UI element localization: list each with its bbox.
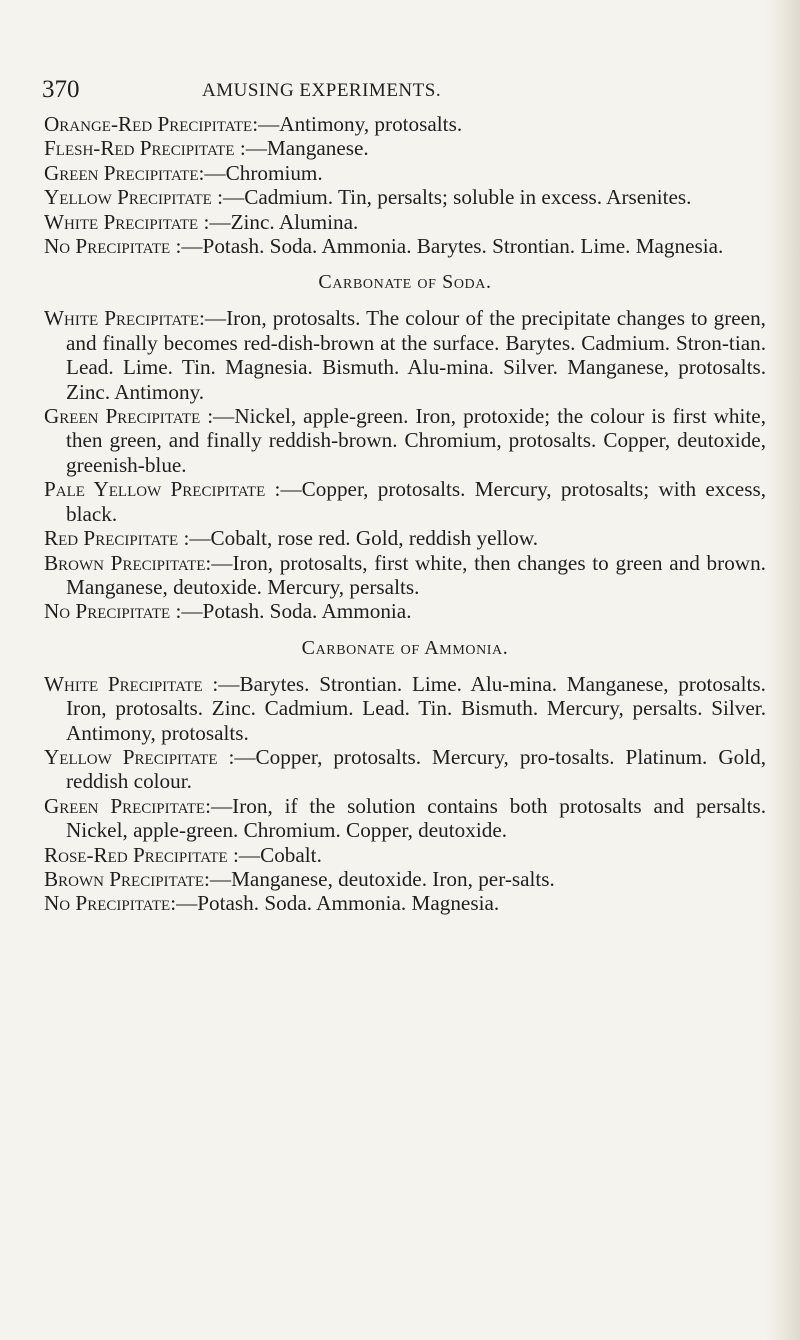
precipitate-label: Red Precipitate [44, 526, 179, 551]
precipitate-label: Brown Precipitate [44, 866, 205, 891]
precipitate-description: :—Iron, protosalts, first white, then changes to green and brown. Manganese, deutoxide. Mercury, persalts. [66, 550, 766, 599]
precipitate-label: No Precipitate [44, 599, 171, 624]
section-heading: Carbonate of Soda. [318, 271, 492, 294]
precipitate-label: Flesh-Red Precipitate [44, 136, 235, 161]
precipitate-description: :—Cobalt, rose red. Gold, reddish yellow. [178, 526, 539, 551]
precipitate-description: :—Antimony, protosalts. [252, 112, 463, 136]
precipitate-entry [44, 112, 766, 136]
precipitate-label: Pale Yellow Precipitate [44, 477, 266, 502]
precipitate-description: :—Cobalt. [227, 842, 322, 867]
precipitate-entry [44, 745, 766, 794]
page-header [42, 76, 742, 110]
precipitate-description: :—Chromium. [198, 160, 323, 185]
precipitate-entry [44, 185, 766, 209]
precipitate-label: Green Precipitate [44, 160, 199, 185]
precipitate-label: Yellow Precipitate [44, 744, 218, 769]
precipitate-entry [44, 867, 766, 891]
precipitate-label: Rose-Red Precipitate [44, 842, 228, 867]
precipitate-entry [44, 210, 766, 234]
precipitate-label: No Precipitate [44, 891, 171, 916]
precipitate-description: :—Iron, if the solution contains both protosalts and persalts. Nickel, apple-green. Chromium. Copper, deutoxide. [66, 793, 766, 843]
page-edge-shadow [766, 0, 800, 1340]
precipitate-entry [44, 794, 766, 843]
precipitate-entry [44, 891, 766, 915]
precipitate-description: :—Cadmium. Tin, persalts; soluble in excess. Arsenites. [211, 185, 692, 210]
running-head: AMUSING EXPERIMENTS. [202, 80, 442, 101]
precipitate-label: White Precipitate [44, 209, 199, 234]
precipitate-label: Yellow Precipitate [44, 185, 212, 210]
precipitate-entry [44, 551, 766, 600]
precipitate-label: White Precipitate [44, 306, 199, 331]
page-body [44, 112, 766, 916]
precipitate-label: Brown Precipitate [44, 550, 206, 575]
section-heading: Carbonate of Ammonia. [301, 636, 509, 659]
precipitate-description: :—Manganese, deutoxide. Iron, per-salts. [204, 866, 555, 891]
precipitate-description: :—Barytes. Strontian. Lime. Alu-mina. Manganese, protosalts. Iron, protosalts. Zinc. Cadmium. Lead. Tin. Bismuth. Mercury, persalts. Silver. Antimony, protosalts. [66, 671, 766, 745]
precipitate-description: :—Potash. Soda. Ammonia. Magnesia. [170, 891, 500, 916]
precipitate-description: :—Copper, protosalts. Mercury, protosalts; with excess, black. [66, 477, 766, 526]
precipitate-entry [44, 843, 766, 867]
precipitate-entry [44, 161, 766, 185]
page-number: 370 [42, 76, 80, 103]
precipitate-description: :—Manganese. [234, 136, 369, 161]
precipitate-description: :—Nickel, apple-green. Iron, protoxide; the colour is first white, then green, and finally reddish-brown. Chromium, protosalts. Copper, deutoxide, greenish-blue. [66, 404, 766, 477]
precipitate-entry [44, 526, 766, 550]
precipitate-label: Green Precipitate [44, 793, 206, 818]
precipitate-description: :—Iron, protosalts. The colour of the precipitate changes to green, and finally becomes red-dish-brown at the surface. Barytes. Cadmium. Stron-tian. Lead. Lime. Tin. Magnesia. Bismuth. Alu-mina. Silver. Manganese, protosalts. Zinc. Antimony. [66, 306, 766, 404]
precipitate-label: Orange-Red Precipitate [44, 112, 253, 136]
precipitate-entry [44, 477, 766, 526]
precipitate-label: No Precipitate [44, 234, 171, 259]
precipitate-entry [44, 599, 766, 623]
precipitate-label: White Precipitate [44, 671, 203, 696]
precipitate-entry [44, 306, 766, 404]
precipitate-description: :—Copper, protosalts. Mercury, pro-tosalts. Platinum. Gold, reddish colour. [66, 744, 766, 794]
precipitate-description: :—Zinc. Alumina. [198, 209, 359, 234]
precipitate-entry [44, 404, 766, 477]
precipitate-entry [44, 234, 766, 258]
precipitate-description: :—Potash. Soda. Ammonia. [170, 599, 412, 624]
precipitate-description: :—Potash. Soda. Ammonia. Barytes. Strontian. Lime. Magnesia. [170, 234, 724, 259]
precipitate-entry [44, 672, 766, 745]
precipitate-entry [44, 136, 766, 160]
precipitate-label: Green Precipitate [44, 404, 201, 429]
